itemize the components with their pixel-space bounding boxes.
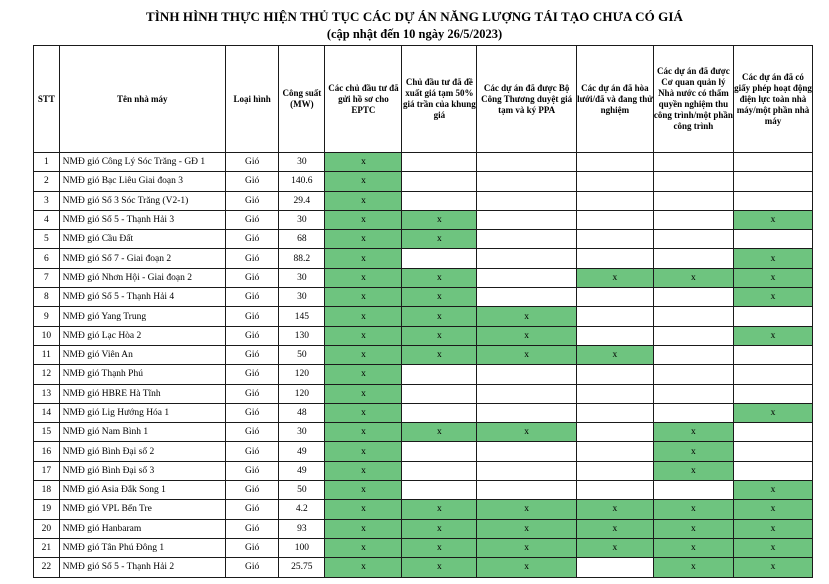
cell-capacity: 30 <box>279 268 325 287</box>
cell-acceptance <box>653 307 733 326</box>
cell-grid-connected: x <box>576 538 653 557</box>
cell-temp-price-proposed <box>402 442 477 461</box>
cell-type: Gió <box>225 538 278 557</box>
cell-stt: 15 <box>34 423 60 442</box>
table-row <box>34 326 813 345</box>
cell-capacity: 93 <box>279 519 325 538</box>
cell-grid-connected: x <box>576 519 653 538</box>
cell-license: x <box>733 538 812 557</box>
cell-grid-connected <box>576 191 653 210</box>
table-row <box>34 442 813 461</box>
cell-ppa-signed: x <box>477 519 577 538</box>
cell-stt: 5 <box>34 230 60 249</box>
cell-type: Gió <box>225 365 278 384</box>
cell-ppa-signed <box>477 481 577 500</box>
cell-capacity: 4.2 <box>279 500 325 519</box>
cell-ppa-signed <box>477 403 577 422</box>
cell-stt: 11 <box>34 345 60 364</box>
cell-eptc-submitted: x <box>325 288 402 307</box>
cell-stt: 13 <box>34 384 60 403</box>
cell-ppa-signed <box>477 268 577 287</box>
cell-eptc-submitted: x <box>325 326 402 345</box>
cell-acceptance <box>653 191 733 210</box>
cell-stt: 4 <box>34 210 60 229</box>
cell-license <box>733 191 812 210</box>
table-row <box>34 172 813 191</box>
cell-ppa-signed: x <box>477 538 577 557</box>
cell-plant-name: NMĐ gió VPL Bến Tre <box>59 500 225 519</box>
cell-type: Gió <box>225 461 278 480</box>
cell-acceptance <box>653 365 733 384</box>
cell-stt: 14 <box>34 403 60 422</box>
cell-license <box>733 230 812 249</box>
cell-eptc-submitted: x <box>325 210 402 229</box>
cell-ppa-signed: x <box>477 326 577 345</box>
cell-stt: 9 <box>34 307 60 326</box>
cell-acceptance <box>653 249 733 268</box>
cell-license: x <box>733 326 812 345</box>
cell-plant-name: NMĐ gió Nam Bình 1 <box>59 423 225 442</box>
cell-type: Gió <box>225 442 278 461</box>
cell-temp-price-proposed: x <box>402 345 477 364</box>
cell-grid-connected <box>576 403 653 422</box>
table-row <box>34 268 813 287</box>
cell-capacity: 49 <box>279 461 325 480</box>
cell-type: Gió <box>225 558 278 577</box>
cell-plant-name: NMĐ gió Hanbaram <box>59 519 225 538</box>
cell-capacity: 30 <box>279 210 325 229</box>
cell-acceptance <box>653 345 733 364</box>
cell-temp-price-proposed: x <box>402 307 477 326</box>
cell-capacity: 49 <box>279 442 325 461</box>
cell-eptc-submitted: x <box>325 423 402 442</box>
cell-capacity: 50 <box>279 345 325 364</box>
cell-license <box>733 172 812 191</box>
header-capacity: Công suất (MW) <box>279 46 325 153</box>
cell-type: Gió <box>225 191 278 210</box>
table-row <box>34 249 813 268</box>
cell-eptc-submitted: x <box>325 153 402 172</box>
cell-type: Gió <box>225 230 278 249</box>
cell-temp-price-proposed: x <box>402 558 477 577</box>
cell-acceptance: x <box>653 500 733 519</box>
cell-license <box>733 442 812 461</box>
header-stt: STT <box>34 46 60 153</box>
cell-plant-name: NMĐ gió Viên An <box>59 345 225 364</box>
cell-capacity: 30 <box>279 423 325 442</box>
cell-stt: 1 <box>34 153 60 172</box>
cell-capacity: 29.4 <box>279 191 325 210</box>
cell-temp-price-proposed: x <box>402 519 477 538</box>
cell-grid-connected <box>576 210 653 229</box>
cell-eptc-submitted: x <box>325 230 402 249</box>
header-name: Tên nhà máy <box>59 46 225 153</box>
table-header-row <box>34 46 813 153</box>
table-body <box>34 153 813 578</box>
cell-capacity: 68 <box>279 230 325 249</box>
cell-stt: 6 <box>34 249 60 268</box>
cell-ppa-signed: x <box>477 423 577 442</box>
cell-acceptance: x <box>653 558 733 577</box>
cell-ppa-signed: x <box>477 558 577 577</box>
cell-temp-price-proposed <box>402 153 477 172</box>
cell-grid-connected <box>576 172 653 191</box>
cell-grid-connected <box>576 153 653 172</box>
table-row <box>34 423 813 442</box>
cell-acceptance <box>653 481 733 500</box>
cell-license: x <box>733 519 812 538</box>
table-row <box>34 384 813 403</box>
cell-license: x <box>733 500 812 519</box>
cell-stt: 10 <box>34 326 60 345</box>
cell-plant-name: NMĐ gió Bạc Liêu Giai đoạn 3 <box>59 172 225 191</box>
cell-stt: 16 <box>34 442 60 461</box>
cell-capacity: 25.75 <box>279 558 325 577</box>
cell-license: x <box>733 268 812 287</box>
cell-temp-price-proposed: x <box>402 268 477 287</box>
header-ppa-signed: Các dự án đã được Bộ Công Thương duyệt giá tạm và ký PPA <box>477 46 577 153</box>
cell-acceptance <box>653 288 733 307</box>
table-row <box>34 210 813 229</box>
cell-ppa-signed: x <box>477 345 577 364</box>
header-license: Các dự án đã có giấy phép hoạt động điện lực toàn nhà máy/một phần nhà máy <box>733 46 812 153</box>
cell-type: Gió <box>225 249 278 268</box>
cell-grid-connected <box>576 288 653 307</box>
cell-ppa-signed <box>477 461 577 480</box>
cell-temp-price-proposed: x <box>402 423 477 442</box>
cell-grid-connected <box>576 365 653 384</box>
header-acceptance: Các dự án đã được Cơ quan quản lý Nhà nước có thẩm quyền nghiệm thu công trình/một phần công trình <box>653 46 733 153</box>
cell-capacity: 88.2 <box>279 249 325 268</box>
cell-temp-price-proposed <box>402 191 477 210</box>
cell-stt: 3 <box>34 191 60 210</box>
cell-eptc-submitted: x <box>325 500 402 519</box>
cell-grid-connected <box>576 384 653 403</box>
cell-stt: 12 <box>34 365 60 384</box>
cell-license: x <box>733 403 812 422</box>
cell-temp-price-proposed: x <box>402 230 477 249</box>
cell-plant-name: NMĐ gió Công Lý Sóc Trăng - GĐ 1 <box>59 153 225 172</box>
cell-grid-connected: x <box>576 268 653 287</box>
table-row <box>34 403 813 422</box>
cell-capacity: 30 <box>279 288 325 307</box>
cell-license: x <box>733 288 812 307</box>
cell-ppa-signed <box>477 153 577 172</box>
cell-stt: 8 <box>34 288 60 307</box>
table-row <box>34 191 813 210</box>
cell-acceptance <box>653 326 733 345</box>
cell-eptc-submitted: x <box>325 249 402 268</box>
cell-type: Gió <box>225 481 278 500</box>
cell-eptc-submitted: x <box>325 345 402 364</box>
cell-grid-connected <box>576 461 653 480</box>
cell-grid-connected <box>576 230 653 249</box>
cell-plant-name: NMĐ gió Nhơn Hội - Giai đoạn 2 <box>59 268 225 287</box>
cell-acceptance: x <box>653 442 733 461</box>
cell-capacity: 120 <box>279 384 325 403</box>
cell-license <box>733 384 812 403</box>
cell-grid-connected <box>576 249 653 268</box>
cell-grid-connected: x <box>576 500 653 519</box>
cell-temp-price-proposed <box>402 461 477 480</box>
cell-temp-price-proposed <box>402 249 477 268</box>
cell-stt: 19 <box>34 500 60 519</box>
table-row <box>34 500 813 519</box>
cell-plant-name: NMĐ gió Số 5 - Thạnh Hải 2 <box>59 558 225 577</box>
table-row <box>34 481 813 500</box>
cell-type: Gió <box>225 403 278 422</box>
cell-eptc-submitted: x <box>325 268 402 287</box>
table-row <box>34 519 813 538</box>
table-row <box>34 538 813 557</box>
cell-ppa-signed <box>477 442 577 461</box>
cell-acceptance <box>653 153 733 172</box>
cell-plant-name: NMĐ gió Asia Đắk Song 1 <box>59 481 225 500</box>
cell-eptc-submitted: x <box>325 519 402 538</box>
cell-plant-name: NMĐ gió Số 7 - Giai đoạn 2 <box>59 249 225 268</box>
table-row <box>34 345 813 364</box>
cell-license <box>733 153 812 172</box>
table-row <box>34 461 813 480</box>
table-row <box>34 153 813 172</box>
cell-type: Gió <box>225 423 278 442</box>
cell-ppa-signed <box>477 384 577 403</box>
cell-eptc-submitted: x <box>325 461 402 480</box>
cell-license <box>733 365 812 384</box>
cell-eptc-submitted: x <box>325 191 402 210</box>
cell-capacity: 48 <box>279 403 325 422</box>
cell-capacity: 120 <box>279 365 325 384</box>
cell-license <box>733 307 812 326</box>
cell-type: Gió <box>225 268 278 287</box>
cell-stt: 21 <box>34 538 60 557</box>
cell-type: Gió <box>225 326 278 345</box>
cell-grid-connected <box>576 326 653 345</box>
table-row <box>34 230 813 249</box>
cell-stt: 22 <box>34 558 60 577</box>
cell-type: Gió <box>225 345 278 364</box>
header-type: Loại hình <box>225 46 278 153</box>
cell-type: Gió <box>225 500 278 519</box>
cell-eptc-submitted: x <box>325 403 402 422</box>
cell-grid-connected <box>576 481 653 500</box>
cell-ppa-signed <box>477 365 577 384</box>
cell-plant-name: NMĐ gió Bình Đại số 3 <box>59 461 225 480</box>
cell-plant-name: NMĐ gió Tân Phú Đông 1 <box>59 538 225 557</box>
cell-acceptance <box>653 172 733 191</box>
cell-license <box>733 345 812 364</box>
cell-acceptance <box>653 384 733 403</box>
cell-ppa-signed <box>477 249 577 268</box>
cell-ppa-signed: x <box>477 307 577 326</box>
cell-ppa-signed <box>477 172 577 191</box>
cell-acceptance: x <box>653 461 733 480</box>
cell-ppa-signed <box>477 230 577 249</box>
cell-eptc-submitted: x <box>325 307 402 326</box>
cell-acceptance <box>653 210 733 229</box>
cell-grid-connected: x <box>576 345 653 364</box>
table-row <box>34 307 813 326</box>
cell-stt: 20 <box>34 519 60 538</box>
cell-ppa-signed <box>477 288 577 307</box>
cell-acceptance <box>653 403 733 422</box>
cell-type: Gió <box>225 307 278 326</box>
cell-acceptance: x <box>653 519 733 538</box>
cell-temp-price-proposed: x <box>402 326 477 345</box>
cell-stt: 18 <box>34 481 60 500</box>
cell-grid-connected <box>576 423 653 442</box>
cell-temp-price-proposed: x <box>402 538 477 557</box>
cell-temp-price-proposed <box>402 384 477 403</box>
cell-license <box>733 461 812 480</box>
cell-plant-name: NMĐ gió Số 3 Sóc Trăng (V2-1) <box>59 191 225 210</box>
cell-temp-price-proposed <box>402 481 477 500</box>
cell-plant-name: NMĐ gió Cầu Đất <box>59 230 225 249</box>
cell-temp-price-proposed <box>402 403 477 422</box>
cell-license: x <box>733 249 812 268</box>
cell-license: x <box>733 558 812 577</box>
cell-grid-connected <box>576 307 653 326</box>
table-row <box>34 288 813 307</box>
cell-capacity: 140.6 <box>279 172 325 191</box>
cell-eptc-submitted: x <box>325 172 402 191</box>
cell-ppa-signed: x <box>477 500 577 519</box>
cell-ppa-signed <box>477 191 577 210</box>
header-grid-connected: Các dự án đã hòa lưới/đã và đang thử nghiệm <box>576 46 653 153</box>
cell-plant-name: NMĐ gió Số 5 - Thạnh Hải 4 <box>59 288 225 307</box>
document-title: TÌNH HÌNH THỰC HIỆN THỦ TỤC CÁC DỰ ÁN NĂNG LƯỢNG TÁI TẠO CHƯA CÓ GIÁ <box>145 9 684 24</box>
cell-acceptance: x <box>653 423 733 442</box>
cell-plant-name: NMĐ gió Thạnh Phú <box>59 365 225 384</box>
cell-eptc-submitted: x <box>325 384 402 403</box>
cell-eptc-submitted: x <box>325 481 402 500</box>
cell-capacity: 130 <box>279 326 325 345</box>
cell-acceptance <box>653 230 733 249</box>
cell-capacity: 50 <box>279 481 325 500</box>
cell-type: Gió <box>225 153 278 172</box>
cell-capacity: 145 <box>279 307 325 326</box>
cell-temp-price-proposed <box>402 365 477 384</box>
cell-temp-price-proposed <box>402 172 477 191</box>
cell-eptc-submitted: x <box>325 442 402 461</box>
cell-plant-name: NMĐ gió Bình Đại số 2 <box>59 442 225 461</box>
cell-plant-name: NMĐ gió Số 5 - Thạnh Hải 3 <box>59 210 225 229</box>
cell-plant-name: NMĐ gió HBRE Hà Tĩnh <box>59 384 225 403</box>
cell-acceptance: x <box>653 538 733 557</box>
projects-table <box>33 45 813 578</box>
cell-type: Gió <box>225 288 278 307</box>
document-subtitle: (cập nhật đến 10 ngày 26/5/2023) <box>326 27 503 41</box>
cell-type: Gió <box>225 384 278 403</box>
cell-temp-price-proposed: x <box>402 500 477 519</box>
table-row <box>34 365 813 384</box>
cell-plant-name: NMĐ gió Lig Hướng Hóa 1 <box>59 403 225 422</box>
cell-acceptance: x <box>653 268 733 287</box>
cell-stt: 7 <box>34 268 60 287</box>
table-row <box>34 558 813 577</box>
cell-license: x <box>733 210 812 229</box>
cell-stt: 2 <box>34 172 60 191</box>
cell-license <box>733 423 812 442</box>
cell-stt: 17 <box>34 461 60 480</box>
cell-grid-connected <box>576 442 653 461</box>
cell-ppa-signed <box>477 210 577 229</box>
cell-eptc-submitted: x <box>325 538 402 557</box>
cell-temp-price-proposed: x <box>402 288 477 307</box>
cell-license: x <box>733 481 812 500</box>
cell-capacity: 100 <box>279 538 325 557</box>
cell-temp-price-proposed: x <box>402 210 477 229</box>
cell-eptc-submitted: x <box>325 558 402 577</box>
cell-grid-connected <box>576 558 653 577</box>
cell-type: Gió <box>225 172 278 191</box>
header-eptc-submitted: Các chủ đầu tư đã gửi hồ sơ cho EPTC <box>325 46 402 153</box>
header-temp-price-proposed: Chủ đầu tư đã đề xuất giá tạm 50% giá trần của khung giá <box>402 46 477 153</box>
cell-type: Gió <box>225 519 278 538</box>
cell-plant-name: NMĐ gió Lạc Hòa 2 <box>59 326 225 345</box>
cell-capacity: 30 <box>279 153 325 172</box>
cell-eptc-submitted: x <box>325 365 402 384</box>
cell-plant-name: NMĐ gió Yang Trung <box>59 307 225 326</box>
cell-type: Gió <box>225 210 278 229</box>
